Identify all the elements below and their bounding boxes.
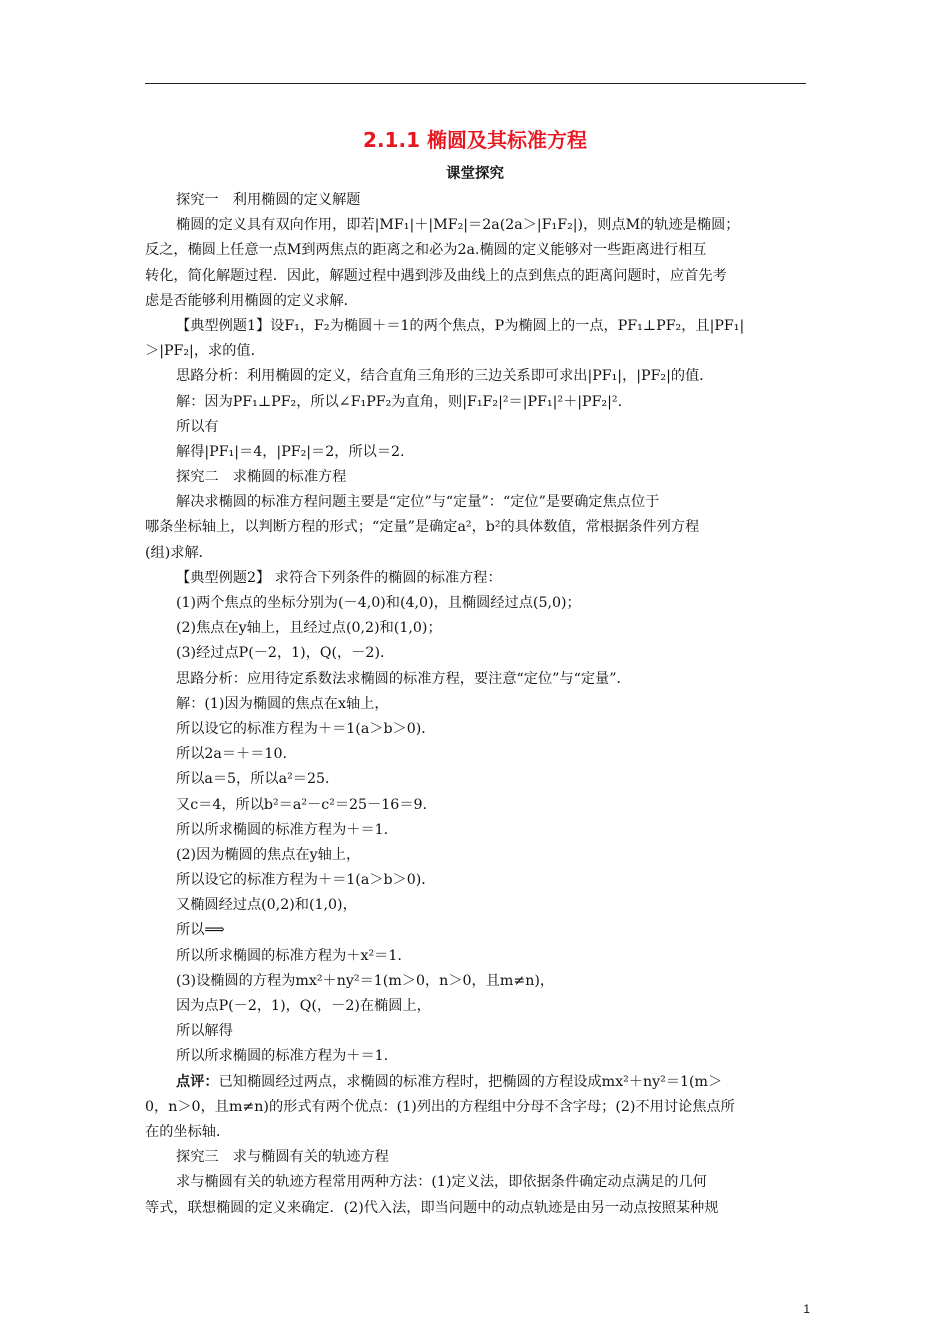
text-line: 所以有: [176, 418, 219, 435]
text-line: 0，n＞0，且m≠n)的形式有两个优点：(1)列出的方程组中分母不含字母；(2)不用讨论焦点所: [145, 1098, 735, 1115]
text-line: (1)两个焦点的坐标分别为(－4,0)和(4,0)，且椭圆经过点(5,0)；: [176, 595, 581, 611]
text-line: (3)设椭圆的方程为mx²＋ny²＝1(m＞0，n＞0，且m≠n)，: [176, 972, 555, 989]
text-line: 等式，联想椭圆的定义来确定．(2)代入法，即当问题中的动点轨迹是由另一动点按照某种规: [145, 1199, 719, 1216]
page-title: 2.1.1 椭圆及其标准方程: [363, 128, 587, 152]
text-line: 所以所求椭圆的标准方程为＋＝1.: [176, 821, 389, 838]
text-line: 所以⟹: [176, 922, 225, 939]
text-line: 所以设它的标准方程为＋＝1(a＞b＞0)．: [176, 720, 436, 737]
text-line: 在的坐标轴．: [145, 1123, 231, 1140]
text-line: 虑是否能够利用椭圆的定义求解．: [145, 292, 358, 309]
text-line: 所以解得: [176, 1023, 233, 1040]
text-line: 因为点P(－2，1)，Q(，－2)在椭圆上，: [176, 998, 431, 1014]
text-line: (组)求解．: [145, 544, 213, 561]
header-rule: [145, 83, 806, 84]
text-line: 解：因为PF₁⊥PF₂，所以∠F₁PF₂为直角，则|F₁F₂|²＝|PF₁|²＋|PF₂|².: [176, 393, 623, 410]
text-line: 探究一 利用椭圆的定义解题: [176, 192, 361, 208]
text-line: 【典型例题1】设F₁，F₂为椭圆＋＝1的两个焦点，P为椭圆上的一点，PF₁⊥PF₂，且|PF₁|: [176, 317, 745, 334]
remark-label: 点评：: [176, 1073, 219, 1090]
text-line: 反之，椭圆上任意一点M到两焦点的距离之和必为2a.椭圆的定义能够对一些距离进行相互: [145, 242, 707, 259]
text-line: 思路分析：应用待定系数法求椭圆的标准方程，要注意“定位”与“定量”．: [176, 670, 631, 687]
text-line: 所以a＝5，所以a²＝25.: [176, 771, 330, 788]
text-line: 解决求椭圆的标准方程问题主要是“定位”与“定量”：“定位”是要确定焦点位于: [176, 494, 660, 511]
section-subtitle: 课堂探究: [446, 166, 504, 182]
text-line: [145, 1070, 806, 1095]
text-line: (2)因为椭圆的焦点在y轴上，: [176, 846, 361, 863]
text-line: 哪条坐标轴上，以判断方程的形式；“定量”是确定a²，b²的具体数值，常根据条件列方程: [145, 519, 700, 536]
text-line: 所以所求椭圆的标准方程为＋＝1.: [176, 1048, 389, 1065]
text-line: 探究三 求与椭圆有关的轨迹方程: [176, 1149, 389, 1166]
text-line: 所以设它的标准方程为＋＝1(a＞b＞0)．: [176, 872, 436, 889]
text-line: 求与椭圆有关的轨迹方程常用两种方法：(1)定义法，即依据条件确定动点满足的几何: [176, 1174, 707, 1191]
text-line: 又椭圆经过点(0,2)和(1,0)，: [176, 897, 357, 914]
document-body: [145, 188, 806, 1221]
text-line: 解：(1)因为椭圆的焦点在x轴上，: [176, 695, 389, 712]
text-line: (2)焦点在y轴上，且经过点(0,2)和(1,0)；: [176, 620, 442, 637]
page-number: 1: [803, 1302, 810, 1316]
text-line: 又c＝4，所以b²＝a²－c²＝25－16＝9.: [176, 796, 428, 813]
text-line: 思路分析：利用椭圆的定义，结合直角三角形的三边关系即可求出|PF₁|，|PF₂|的值．: [176, 368, 714, 385]
text-line: 【典型例题2】 求符合下列条件的椭圆的标准方程：: [176, 569, 502, 586]
text-line: ＞|PF₂|，求的值．: [145, 343, 265, 360]
text-line: 椭圆的定义具有双向作用，即若|MF₁|＋|MF₂|＝2a(2a＞|F₁F₂|)，则点M的轨迹是椭圆；: [176, 217, 740, 234]
text-line: (3)经过点P(－2，1)，Q(，－2)．: [176, 645, 395, 662]
text-line: 所以2a＝＋＝10.: [176, 746, 287, 763]
remark-text: 已知椭圆经过两点，求椭圆的标准方程时，把椭圆的方程设成mx²＋ny²＝1(m＞: [218, 1073, 723, 1090]
text-line: 所以所求椭圆的标准方程为＋x²＝1.: [176, 947, 402, 964]
text-line: 探究二 求椭圆的标准方程: [176, 469, 347, 486]
text-line: 解得|PF₁|＝4，|PF₂|＝2，所以＝2.: [176, 443, 405, 460]
text-line: 转化，简化解题过程．因此，解题过程中遇到涉及曲线上的点到焦点的距离问题时，应首先考: [145, 267, 727, 284]
